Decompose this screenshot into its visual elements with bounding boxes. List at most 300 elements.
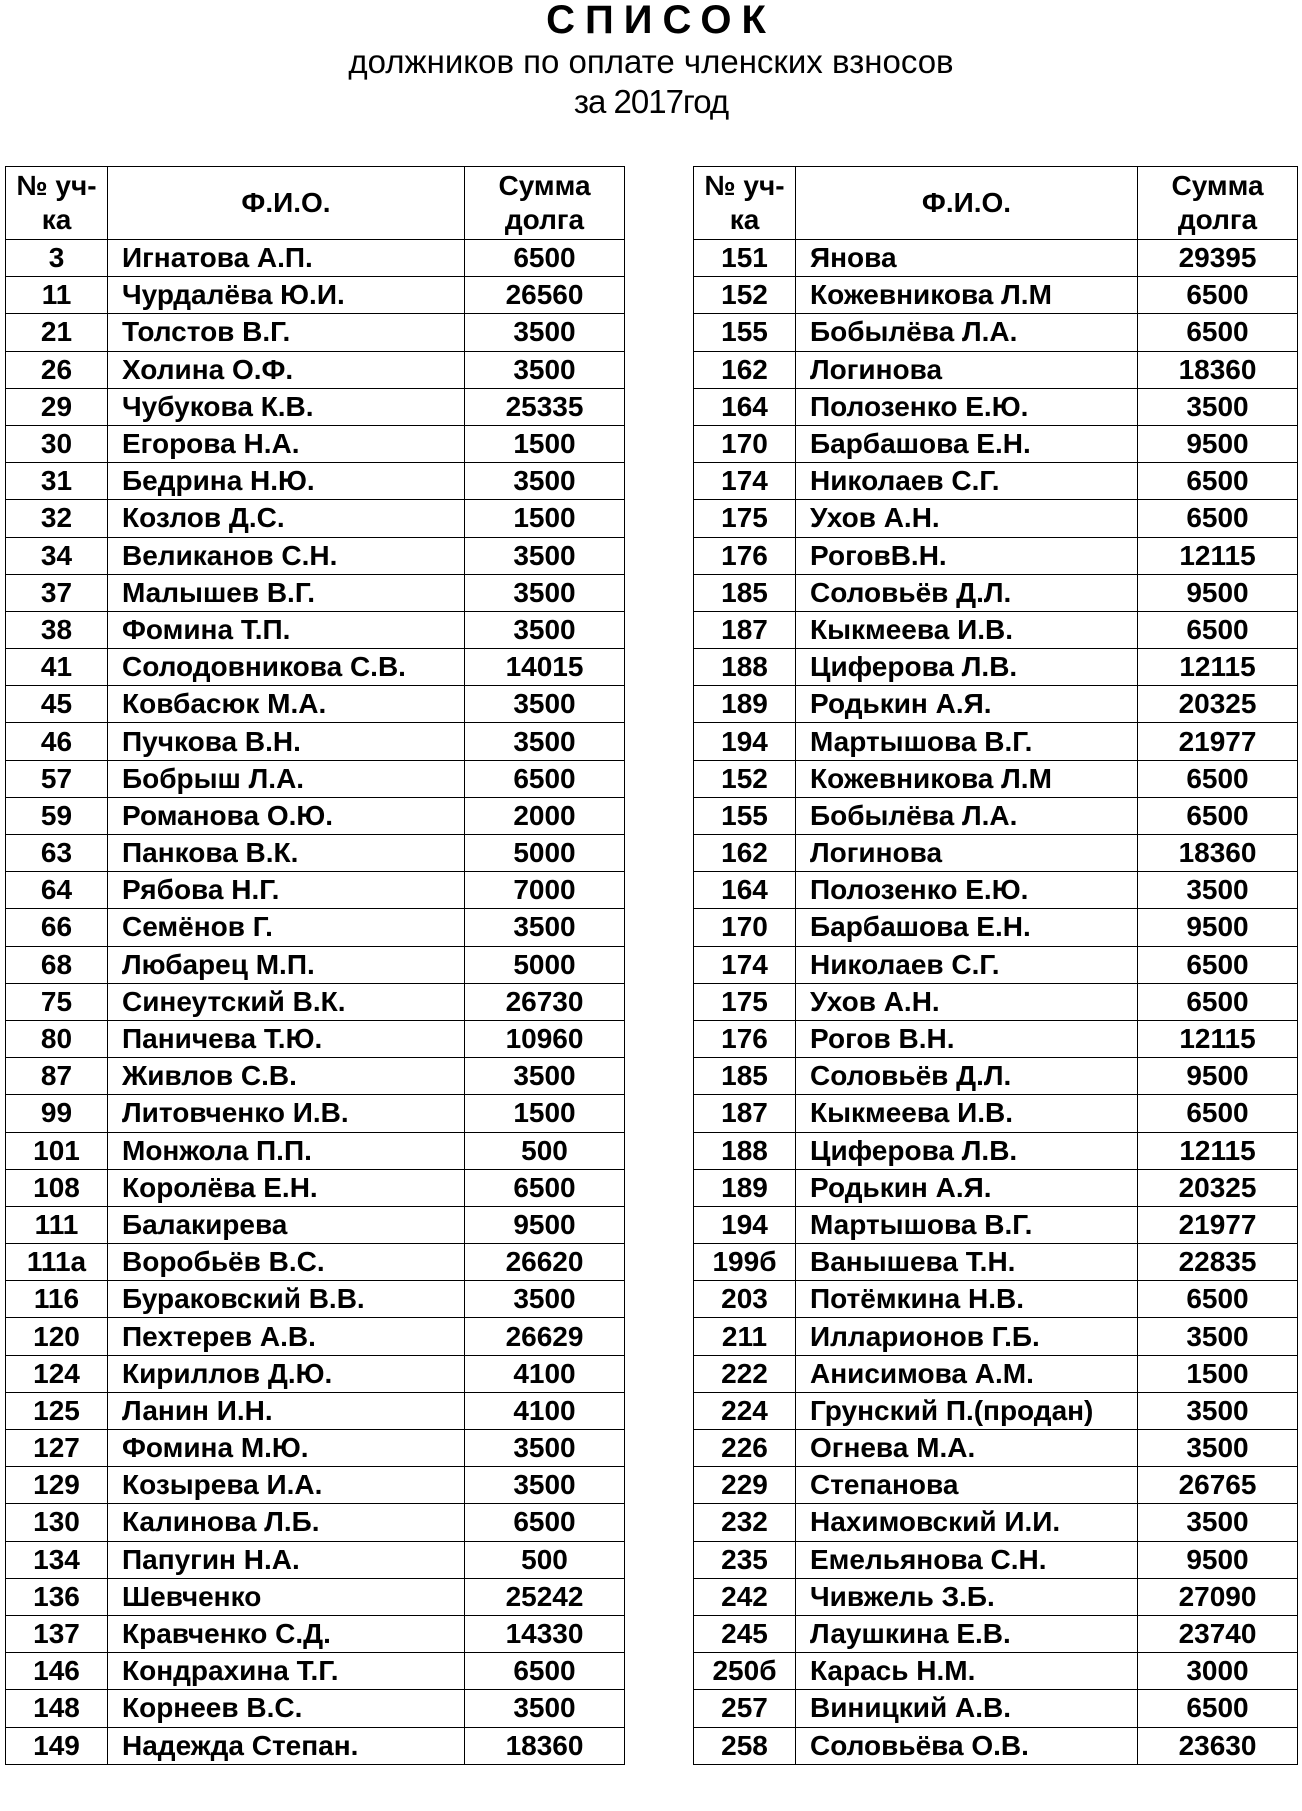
plot-number-cell: 176: [694, 537, 796, 574]
full-name-cell: Ухов А.Н.: [796, 500, 1138, 537]
debt-amount-cell: 3500: [465, 574, 625, 611]
table-row: [694, 723, 1298, 760]
table-row: [694, 1281, 1298, 1318]
plot-number-cell: 129: [6, 1467, 108, 1504]
table-row: [694, 686, 1298, 723]
full-name-cell: Чубукова К.В.: [108, 388, 465, 425]
table-row: [694, 1318, 1298, 1355]
debt-amount-cell: 6500: [1138, 1281, 1298, 1318]
debt-amount-cell: 6500: [1138, 611, 1298, 648]
plot-number-cell: 155: [694, 797, 796, 834]
plot-number-cell: 174: [694, 463, 796, 500]
plot-number-cell: 194: [694, 723, 796, 760]
debt-amount-cell: 25335: [465, 388, 625, 425]
full-name-cell: Степанова: [796, 1467, 1138, 1504]
plot-number-cell: 222: [694, 1355, 796, 1392]
table-row: [694, 611, 1298, 648]
table-row: [6, 1653, 625, 1690]
table-row: [6, 1281, 625, 1318]
table-row: [6, 277, 625, 314]
table-row: [694, 1020, 1298, 1057]
table-row: [6, 983, 625, 1020]
table-row: [694, 983, 1298, 1020]
debt-amount-cell: 1500: [465, 1095, 625, 1132]
plot-number-cell: 152: [694, 277, 796, 314]
plot-number-cell: 199б: [694, 1244, 796, 1281]
plot-number-cell: 148: [6, 1690, 108, 1727]
full-name-cell: Бобылёва Л.А.: [796, 314, 1138, 351]
full-name-cell: Анисимова А.М.: [796, 1355, 1138, 1392]
plot-number-cell: 170: [694, 909, 796, 946]
full-name-cell: Рогов В.Н.: [796, 1020, 1138, 1057]
full-name-cell: Шевченко: [108, 1578, 465, 1615]
plot-number-cell: 188: [694, 649, 796, 686]
debt-amount-cell: 22835: [1138, 1244, 1298, 1281]
full-name-cell: Огнева М.А.: [796, 1430, 1138, 1467]
plot-number-cell: 32: [6, 500, 108, 537]
plot-number-cell: 64: [6, 872, 108, 909]
plot-number-cell: 99: [6, 1095, 108, 1132]
table-row: [694, 649, 1298, 686]
debt-amount-cell: 21977: [1138, 1206, 1298, 1243]
debt-amount-cell: 12115: [1138, 649, 1298, 686]
full-name-cell: Виницкий А.В.: [796, 1690, 1138, 1727]
debt-amount-cell: 12115: [1138, 537, 1298, 574]
column-header-sum: Сумма долга: [1138, 167, 1298, 240]
plot-number-cell: 3: [6, 240, 108, 277]
plot-number-cell: 41: [6, 649, 108, 686]
table-row: [6, 872, 625, 909]
debt-amount-cell: 12115: [1138, 1020, 1298, 1057]
debt-amount-cell: 26560: [465, 277, 625, 314]
table-row: [6, 1244, 625, 1281]
full-name-cell: Бедрина Н.Ю.: [108, 463, 465, 500]
full-name-cell: Ухов А.Н.: [796, 983, 1138, 1020]
plot-number-cell: 63: [6, 835, 108, 872]
full-name-cell: Надежда Степан.: [108, 1727, 465, 1764]
debt-amount-cell: 6500: [1138, 463, 1298, 500]
table-row: [694, 1690, 1298, 1727]
full-name-cell: Янова: [796, 240, 1138, 277]
plot-number-cell: 21: [6, 314, 108, 351]
full-name-cell: Любарец М.П.: [108, 946, 465, 983]
plot-number-cell: 59: [6, 797, 108, 834]
table-body-left: [6, 240, 625, 1765]
column-header-name: Ф.И.О.: [108, 167, 465, 240]
debt-amount-cell: 5000: [465, 835, 625, 872]
full-name-cell: Кравченко С.Д.: [108, 1615, 465, 1652]
table-row: [6, 760, 625, 797]
debt-amount-cell: 23740: [1138, 1615, 1298, 1652]
debt-amount-cell: 3000: [1138, 1653, 1298, 1690]
debt-amount-cell: 9500: [1138, 425, 1298, 462]
table-row: [694, 537, 1298, 574]
table-header-row: [6, 167, 625, 240]
debt-amount-cell: 1500: [465, 425, 625, 462]
plot-number-cell: 242: [694, 1578, 796, 1615]
full-name-cell: Нахимовский И.И.: [796, 1504, 1138, 1541]
table-row: [6, 1169, 625, 1206]
debt-amount-cell: 6500: [465, 1504, 625, 1541]
table-row: [694, 277, 1298, 314]
debt-amount-cell: 14015: [465, 649, 625, 686]
plot-number-cell: 162: [694, 835, 796, 872]
table-row: [694, 351, 1298, 388]
plot-number-cell: 188: [694, 1132, 796, 1169]
debt-amount-cell: 6500: [465, 1169, 625, 1206]
full-name-cell: Бобылёва Л.А.: [796, 797, 1138, 834]
plot-number-cell: 130: [6, 1504, 108, 1541]
table-row: [6, 1206, 625, 1243]
debt-amount-cell: 26730: [465, 983, 625, 1020]
table-row: [6, 1020, 625, 1057]
table-row: [694, 1615, 1298, 1652]
full-name-cell: Николаев С.Г.: [796, 946, 1138, 983]
full-name-cell: Карась Н.М.: [796, 1653, 1138, 1690]
plot-number-cell: 226: [694, 1430, 796, 1467]
plot-number-cell: 29: [6, 388, 108, 425]
table-row: [6, 1690, 625, 1727]
table-row: [694, 872, 1298, 909]
debt-amount-cell: 6500: [1138, 1690, 1298, 1727]
full-name-cell: Живлов С.В.: [108, 1058, 465, 1095]
debt-amount-cell: 23630: [1138, 1727, 1298, 1764]
full-name-cell: Николаев С.Г.: [796, 463, 1138, 500]
plot-number-cell: 80: [6, 1020, 108, 1057]
table-row: [6, 537, 625, 574]
plot-number-cell: 187: [694, 611, 796, 648]
full-name-cell: Кириллов Д.Ю.: [108, 1355, 465, 1392]
table-body-right: [694, 240, 1298, 1765]
table-row: [694, 1467, 1298, 1504]
table-row: [694, 1355, 1298, 1392]
debt-amount-cell: 9500: [1138, 909, 1298, 946]
table-row: [694, 1058, 1298, 1095]
debt-amount-cell: 25242: [465, 1578, 625, 1615]
full-name-cell: Полозенко Е.Ю.: [796, 388, 1138, 425]
table-row: [694, 1541, 1298, 1578]
table-header-row: [694, 167, 1298, 240]
debt-amount-cell: 500: [465, 1132, 625, 1169]
debt-amount-cell: 6500: [1138, 500, 1298, 537]
debt-amount-cell: 10960: [465, 1020, 625, 1057]
full-name-cell: Кожевникова Л.М: [796, 760, 1138, 797]
full-name-cell: Монжола П.П.: [108, 1132, 465, 1169]
plot-number-cell: 155: [694, 314, 796, 351]
full-name-cell: Кыкмеева И.В.: [796, 611, 1138, 648]
plot-number-cell: 189: [694, 686, 796, 723]
table-row: [694, 240, 1298, 277]
plot-number-cell: 136: [6, 1578, 108, 1615]
debt-amount-cell: 3500: [465, 537, 625, 574]
full-name-cell: Чурдалёва Ю.И.: [108, 277, 465, 314]
debt-amount-cell: 500: [465, 1541, 625, 1578]
table-row: [6, 1095, 625, 1132]
debt-amount-cell: 5000: [465, 946, 625, 983]
plot-number-cell: 26: [6, 351, 108, 388]
table-row: [694, 797, 1298, 834]
table-row: [6, 1504, 625, 1541]
table-row: [6, 500, 625, 537]
full-name-cell: Великанов С.Н.: [108, 537, 465, 574]
debt-amount-cell: 6500: [465, 240, 625, 277]
full-name-cell: Родькин А.Я.: [796, 1169, 1138, 1206]
full-name-cell: Мартышова В.Г.: [796, 1206, 1138, 1243]
table-row: [694, 1095, 1298, 1132]
debt-amount-cell: 3500: [465, 686, 625, 723]
plot-number-cell: 38: [6, 611, 108, 648]
debt-amount-cell: 18360: [1138, 351, 1298, 388]
plot-number-cell: 134: [6, 1541, 108, 1578]
table-row: [6, 1541, 625, 1578]
full-name-cell: Балакирева: [108, 1206, 465, 1243]
full-name-cell: РоговВ.Н.: [796, 537, 1138, 574]
debt-amount-cell: 9500: [1138, 1541, 1298, 1578]
full-name-cell: Литовченко И.В.: [108, 1095, 465, 1132]
plot-number-cell: 224: [694, 1392, 796, 1429]
table-row: [6, 425, 625, 462]
table-row: [6, 649, 625, 686]
plot-number-cell: 232: [694, 1504, 796, 1541]
table-row: [694, 1430, 1298, 1467]
full-name-cell: Воробьёв В.С.: [108, 1244, 465, 1281]
plot-number-cell: 170: [694, 425, 796, 462]
full-name-cell: Малышев В.Г.: [108, 574, 465, 611]
table-row: [694, 1727, 1298, 1764]
debt-amount-cell: 3500: [465, 463, 625, 500]
debt-amount-cell: 21977: [1138, 723, 1298, 760]
full-name-cell: Ланин И.Н.: [108, 1392, 465, 1429]
full-name-cell: Барбашова Е.Н.: [796, 425, 1138, 462]
plot-number-cell: 87: [6, 1058, 108, 1095]
debt-amount-cell: 6500: [1138, 314, 1298, 351]
table-row: [6, 797, 625, 834]
debt-amount-cell: 3500: [465, 1690, 625, 1727]
debt-amount-cell: 3500: [1138, 1318, 1298, 1355]
plot-number-cell: 30: [6, 425, 108, 462]
plot-number-cell: 187: [694, 1095, 796, 1132]
full-name-cell: Пучкова В.Н.: [108, 723, 465, 760]
column-header-name: Ф.И.О.: [796, 167, 1138, 240]
full-name-cell: Илларионов Г.Б.: [796, 1318, 1138, 1355]
debt-amount-cell: 6500: [465, 760, 625, 797]
table-row: [694, 1206, 1298, 1243]
plot-number-cell: 127: [6, 1430, 108, 1467]
plot-number-cell: 235: [694, 1541, 796, 1578]
debt-amount-cell: 26629: [465, 1318, 625, 1355]
plot-number-cell: 245: [694, 1615, 796, 1652]
debt-amount-cell: 3500: [465, 351, 625, 388]
debt-amount-cell: 6500: [465, 1653, 625, 1690]
table-row: [6, 1727, 625, 1764]
table-row: [6, 463, 625, 500]
debt-amount-cell: 9500: [465, 1206, 625, 1243]
full-name-cell: Логинова: [796, 351, 1138, 388]
debt-amount-cell: 1500: [465, 500, 625, 537]
debt-amount-cell: 18360: [1138, 835, 1298, 872]
full-name-cell: Романова О.Ю.: [108, 797, 465, 834]
debt-amount-cell: 20325: [1138, 1169, 1298, 1206]
plot-number-cell: 37: [6, 574, 108, 611]
full-name-cell: Королёва Е.Н.: [108, 1169, 465, 1206]
full-name-cell: Бобрыш Л.А.: [108, 760, 465, 797]
plot-number-cell: 162: [694, 351, 796, 388]
table-row: [6, 240, 625, 277]
debt-amount-cell: 3500: [465, 1467, 625, 1504]
plot-number-cell: 125: [6, 1392, 108, 1429]
table-row: [6, 723, 625, 760]
table-row: [694, 1169, 1298, 1206]
debt-amount-cell: 6500: [1138, 1095, 1298, 1132]
full-name-cell: Ковбасюк М.А.: [108, 686, 465, 723]
table-row: [6, 946, 625, 983]
plot-number-cell: 31: [6, 463, 108, 500]
column-header-num: № уч-ка: [6, 167, 108, 240]
table-row: [6, 1615, 625, 1652]
debtors-table-right: [693, 166, 1298, 1765]
table-row: [6, 1467, 625, 1504]
table-row: [6, 1355, 625, 1392]
plot-number-cell: 194: [694, 1206, 796, 1243]
plot-number-cell: 120: [6, 1318, 108, 1355]
debt-amount-cell: 3500: [465, 1058, 625, 1095]
table-row: [694, 1504, 1298, 1541]
plot-number-cell: 116: [6, 1281, 108, 1318]
plot-number-cell: 149: [6, 1727, 108, 1764]
table-row: [694, 1244, 1298, 1281]
plot-number-cell: 46: [6, 723, 108, 760]
full-name-cell: Родькин А.Я.: [796, 686, 1138, 723]
table-row: [694, 388, 1298, 425]
debt-amount-cell: 7000: [465, 872, 625, 909]
debt-amount-cell: 6500: [1138, 797, 1298, 834]
full-name-cell: Паничева Т.Ю.: [108, 1020, 465, 1057]
table-row: [6, 388, 625, 425]
plot-number-cell: 137: [6, 1615, 108, 1652]
full-name-cell: Логинова: [796, 835, 1138, 872]
debt-amount-cell: 2000: [465, 797, 625, 834]
debt-amount-cell: 26620: [465, 1244, 625, 1281]
table-row: [6, 1430, 625, 1467]
debt-amount-cell: 1500: [1138, 1355, 1298, 1392]
table-row: [694, 1578, 1298, 1615]
plot-number-cell: 174: [694, 946, 796, 983]
table-row: [6, 314, 625, 351]
table-row: [694, 946, 1298, 983]
plot-number-cell: 66: [6, 909, 108, 946]
plot-number-cell: 229: [694, 1467, 796, 1504]
debt-amount-cell: 3500: [1138, 1504, 1298, 1541]
plot-number-cell: 258: [694, 1727, 796, 1764]
plot-number-cell: 164: [694, 872, 796, 909]
plot-number-cell: 75: [6, 983, 108, 1020]
full-name-cell: Чивжель З.Б.: [796, 1578, 1138, 1615]
full-name-cell: Корнеев В.С.: [108, 1690, 465, 1727]
plot-number-cell: 45: [6, 686, 108, 723]
full-name-cell: Егорова Н.А.: [108, 425, 465, 462]
debt-amount-cell: 6500: [1138, 946, 1298, 983]
document-title: СПИСОК: [546, 0, 776, 42]
plot-number-cell: 101: [6, 1132, 108, 1169]
debt-amount-cell: 3500: [465, 909, 625, 946]
debt-amount-cell: 6500: [1138, 983, 1298, 1020]
full-name-cell: Ванышева Т.Н.: [796, 1244, 1138, 1281]
debt-amount-cell: 3500: [1138, 872, 1298, 909]
full-name-cell: Соловьёв Д.Л.: [796, 574, 1138, 611]
table-row: [6, 574, 625, 611]
full-name-cell: Лаушкина Е.В.: [796, 1615, 1138, 1652]
document-header: [0, 0, 1302, 122]
column-header-num: № уч-ка: [694, 167, 796, 240]
table-row: [694, 1132, 1298, 1169]
debt-amount-cell: 4100: [465, 1392, 625, 1429]
full-name-cell: Папугин Н.А.: [108, 1541, 465, 1578]
plot-number-cell: 164: [694, 388, 796, 425]
debt-amount-cell: 3500: [1138, 1430, 1298, 1467]
debt-amount-cell: 3500: [465, 611, 625, 648]
full-name-cell: Игнатова А.П.: [108, 240, 465, 277]
table-row: [694, 835, 1298, 872]
full-name-cell: Соловьёв Д.Л.: [796, 1058, 1138, 1095]
plot-number-cell: 111а: [6, 1244, 108, 1281]
full-name-cell: Бураковский В.В.: [108, 1281, 465, 1318]
plot-number-cell: 250б: [694, 1653, 796, 1690]
table-row: [694, 760, 1298, 797]
plot-number-cell: 152: [694, 760, 796, 797]
column-header-sum: Сумма долга: [465, 167, 625, 240]
debt-amount-cell: 3500: [465, 723, 625, 760]
full-name-cell: Фомина М.Ю.: [108, 1430, 465, 1467]
full-name-cell: Барбашова Е.Н.: [796, 909, 1138, 946]
debt-amount-cell: 12115: [1138, 1132, 1298, 1169]
debt-amount-cell: 27090: [1138, 1578, 1298, 1615]
full-name-cell: Мартышова В.Г.: [796, 723, 1138, 760]
table-row: [6, 1132, 625, 1169]
debt-amount-cell: 18360: [465, 1727, 625, 1764]
plot-number-cell: 189: [694, 1169, 796, 1206]
plot-number-cell: 175: [694, 983, 796, 1020]
full-name-cell: Пехтерев А.В.: [108, 1318, 465, 1355]
full-name-cell: Соловьёва О.В.: [796, 1727, 1138, 1764]
debt-amount-cell: 9500: [1138, 574, 1298, 611]
full-name-cell: Грунский П.(продан): [796, 1392, 1138, 1429]
plot-number-cell: 146: [6, 1653, 108, 1690]
full-name-cell: Толстов В.Г.: [108, 314, 465, 351]
debt-amount-cell: 4100: [465, 1355, 625, 1392]
debt-amount-cell: 3500: [1138, 388, 1298, 425]
plot-number-cell: 57: [6, 760, 108, 797]
plot-number-cell: 68: [6, 946, 108, 983]
full-name-cell: Калинова Л.Б.: [108, 1504, 465, 1541]
table-row: [694, 463, 1298, 500]
full-name-cell: Полозенко Е.Ю.: [796, 872, 1138, 909]
table-row: [6, 611, 625, 648]
plot-number-cell: 211: [694, 1318, 796, 1355]
plot-number-cell: 203: [694, 1281, 796, 1318]
full-name-cell: Кондрахина Т.Г.: [108, 1653, 465, 1690]
plot-number-cell: 185: [694, 1058, 796, 1095]
plot-number-cell: 34: [6, 537, 108, 574]
debt-amount-cell: 6500: [1138, 760, 1298, 797]
full-name-cell: Козлов Д.С.: [108, 500, 465, 537]
table-row: [6, 1578, 625, 1615]
debt-amount-cell: 14330: [465, 1615, 625, 1652]
plot-number-cell: 175: [694, 500, 796, 537]
full-name-cell: Семёнов Г.: [108, 909, 465, 946]
table-row: [694, 500, 1298, 537]
table-row: [6, 351, 625, 388]
plot-number-cell: 176: [694, 1020, 796, 1057]
